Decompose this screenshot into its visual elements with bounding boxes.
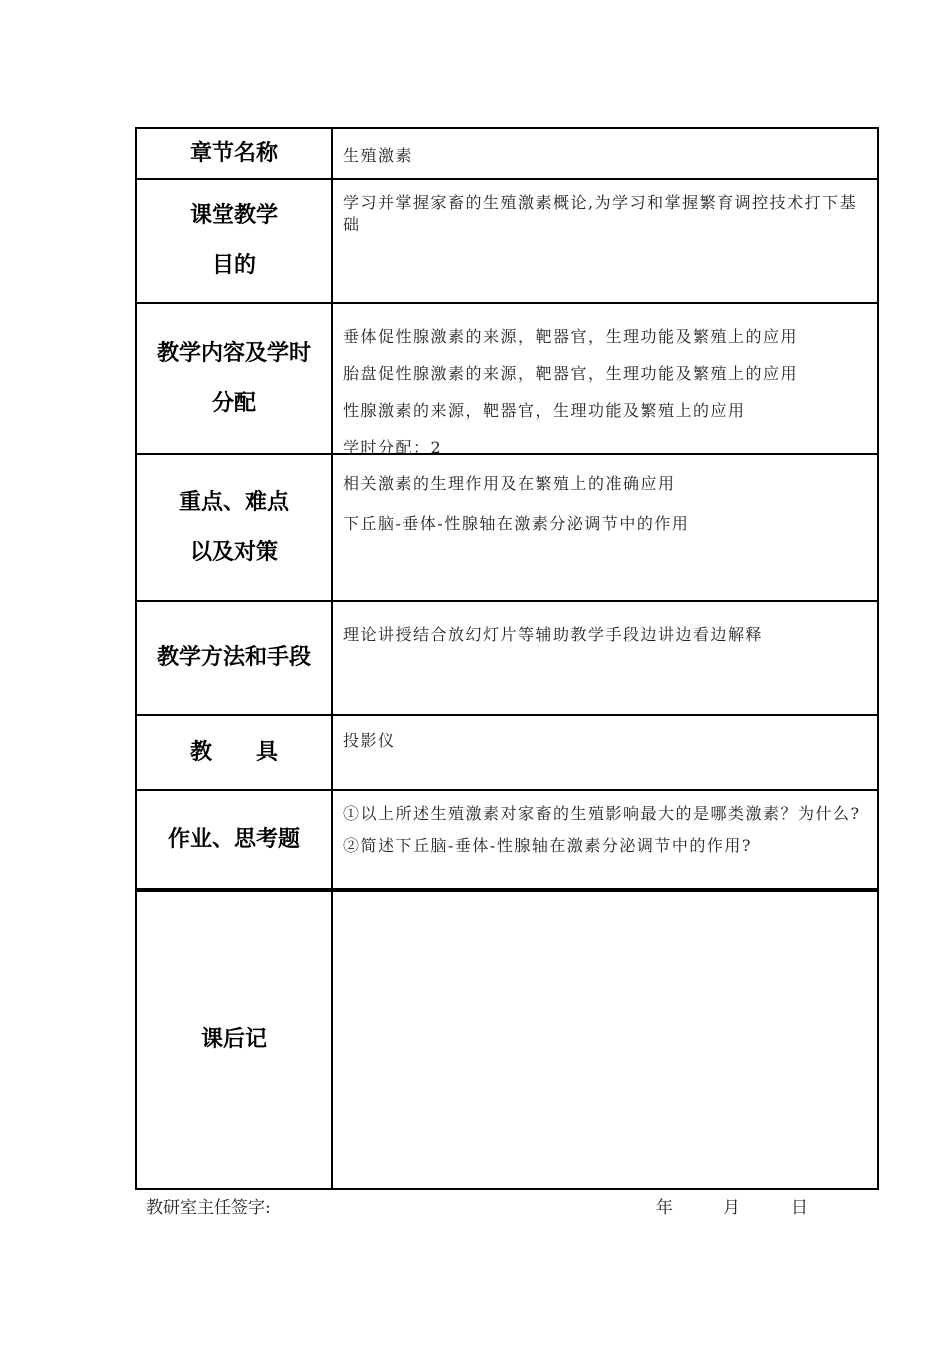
signature-label: 教研室主任签字:: [146, 1198, 271, 1218]
row-label: [137, 455, 333, 600]
row-label-line: 章节名称: [189, 140, 278, 166]
row-label-line: 分配: [211, 390, 256, 416]
row-label-line: 课堂教学: [189, 203, 278, 228]
row-label: [137, 892, 333, 1188]
content-line: 垂体促性腺激素的来源，靶器官，生理功能及繁殖上的应用: [343, 327, 799, 346]
content-line: ①以上所述生殖激素对家畜的生殖影响最大的是哪类激素？为什么?: [343, 804, 861, 823]
lesson-plan-table: [135, 127, 879, 1190]
row-label: [137, 716, 333, 789]
row-content: [333, 455, 877, 600]
row-label: [137, 791, 333, 888]
row-label: [137, 180, 333, 302]
content-line: 学时分配：2: [343, 438, 443, 457]
row-content: [333, 304, 877, 457]
row-label-line: 教 具: [189, 739, 278, 765]
table-row-key-points: [137, 455, 877, 602]
row-label-line: 以及对策: [189, 539, 278, 565]
table-row-teaching-aids: [137, 716, 877, 791]
row-label-line: 目的: [211, 253, 256, 278]
content-line: 投影仪: [343, 731, 396, 750]
date-day-label: 日: [791, 1198, 808, 1218]
row-label-line: 重点、难点: [178, 489, 289, 515]
table-row-homework: [137, 791, 877, 890]
row-label-line: 作业、思考题: [167, 826, 300, 852]
table-row-methods: [137, 602, 877, 716]
table-row-objectives: [137, 180, 877, 304]
content-line: 性腺激素的来源，靶器官，生理功能及繁殖上的应用: [343, 401, 746, 420]
row-content: [333, 791, 877, 888]
row-content: [333, 602, 877, 714]
content-line: 生殖激素: [343, 146, 414, 165]
row-content: [333, 716, 877, 789]
content-line: 下丘脑-垂体-性腺轴在激素分泌调节中的作用: [343, 514, 690, 533]
table-row-content-hours: [137, 304, 877, 455]
table-row-chapter-name: [137, 129, 877, 180]
content-line: 理论讲授结合放幻灯片等辅助教学手段边讲边看边解释: [343, 625, 764, 644]
content-line: 胎盘促性腺激素的来源，靶器官，生理功能及繁殖上的应用: [343, 364, 799, 383]
row-label-line: 课后记: [200, 1027, 267, 1052]
date-month-label: 月: [723, 1198, 740, 1218]
row-label: [137, 602, 333, 714]
content-line: ②简述下丘脑-垂体-性腺轴在激素分泌调节中的作用?: [343, 836, 752, 855]
date-year-label: 年: [656, 1198, 673, 1218]
row-content-empty: [333, 892, 877, 1188]
table-row-post-class-notes: [137, 890, 877, 1188]
row-label: [137, 304, 333, 453]
content-line: 相关激素的生理作用及在繁殖上的准确应用: [343, 474, 676, 493]
row-label-line: 教学内容及学时: [156, 340, 311, 366]
content-line: 学习并掌握家畜的生殖激素概论,为学习和掌握繁育调控技术打下基础: [343, 193, 858, 234]
row-content: [333, 129, 877, 178]
row-content: [333, 180, 877, 302]
row-label-line: 教学方法和手段: [156, 645, 311, 670]
row-label: [137, 129, 333, 178]
